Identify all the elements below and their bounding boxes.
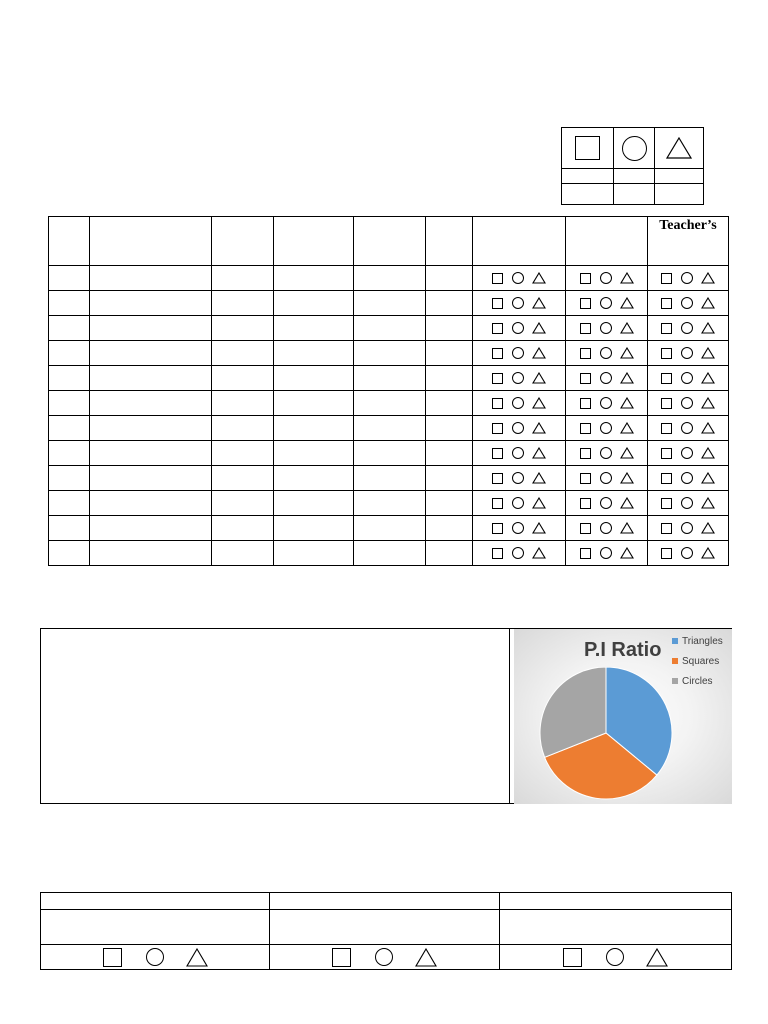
chart-title: P.I Ratio: [584, 639, 662, 661]
shape-choice-cell: [648, 266, 729, 291]
triangle-icon[interactable]: [620, 397, 634, 409]
circle-icon[interactable]: [600, 347, 612, 359]
circle-icon[interactable]: [600, 422, 612, 434]
table-cell[interactable]: [49, 391, 90, 416]
summary-shape-row: [41, 945, 732, 970]
circle-icon[interactable]: [512, 397, 524, 409]
square-icon[interactable]: [661, 498, 672, 509]
shape-choice-cell: [473, 291, 566, 316]
square-icon[interactable]: [492, 448, 503, 459]
square-icon[interactable]: [563, 948, 582, 967]
table-cell[interactable]: [274, 516, 354, 541]
triangle-icon[interactable]: [532, 522, 546, 534]
triangle-icon[interactable]: [646, 948, 668, 967]
table-cell[interactable]: [49, 441, 90, 466]
square-icon[interactable]: [332, 948, 351, 967]
triangle-icon[interactable]: [701, 547, 715, 559]
square-icon[interactable]: [661, 323, 672, 334]
shape-choice-cell: [566, 291, 648, 316]
square-icon[interactable]: [580, 498, 591, 509]
table-cell[interactable]: [426, 316, 473, 341]
circle-icon[interactable]: [681, 497, 693, 509]
table-cell[interactable]: [212, 266, 274, 291]
table-cell[interactable]: [90, 466, 212, 491]
square-icon[interactable]: [580, 423, 591, 434]
circle-icon[interactable]: [512, 472, 524, 484]
shape-choice-cell: [648, 341, 729, 366]
square-icon[interactable]: [580, 273, 591, 284]
circle-icon[interactable]: [600, 497, 612, 509]
legend-count-cell[interactable]: [562, 169, 614, 184]
circle-icon[interactable]: [512, 372, 524, 384]
circle-icon[interactable]: [681, 297, 693, 309]
pie-chart-panel: [514, 629, 732, 804]
triangle-icon[interactable]: [620, 372, 634, 384]
circle-icon[interactable]: [512, 447, 524, 459]
teacher-header-cell: [648, 217, 729, 266]
shape-choice-cell: [566, 541, 648, 566]
table-cell[interactable]: [90, 391, 212, 416]
circle-icon[interactable]: [681, 272, 693, 284]
shape-choice-cell: [648, 466, 729, 491]
table-cell[interactable]: [212, 341, 274, 366]
circle-icon[interactable]: [600, 522, 612, 534]
triangle-icon[interactable]: [701, 372, 715, 384]
triangle-icon[interactable]: [532, 422, 546, 434]
table-row: [49, 466, 729, 491]
table-cell[interactable]: [274, 466, 354, 491]
table-cell[interactable]: [212, 441, 274, 466]
table-cell[interactable]: [212, 291, 274, 316]
header-cell: [212, 217, 274, 266]
square-icon[interactable]: [492, 398, 503, 409]
triangle-icon[interactable]: [620, 497, 634, 509]
shape-choice-cell: [648, 391, 729, 416]
legend-count-cell[interactable]: [562, 184, 614, 205]
triangle-icon[interactable]: [701, 522, 715, 534]
table-cell[interactable]: [90, 291, 212, 316]
summary-entry-cell[interactable]: [41, 910, 270, 945]
square-icon[interactable]: [661, 373, 672, 384]
square-icon[interactable]: [580, 448, 591, 459]
table-cell[interactable]: [90, 316, 212, 341]
triangle-icon[interactable]: [532, 497, 546, 509]
table-cell[interactable]: [354, 516, 426, 541]
table-cell[interactable]: [354, 266, 426, 291]
header-cell: [566, 217, 648, 266]
table-cell[interactable]: [274, 291, 354, 316]
table-cell[interactable]: [426, 391, 473, 416]
table-cell[interactable]: [426, 516, 473, 541]
circle-icon[interactable]: [600, 472, 612, 484]
table-cell[interactable]: [354, 466, 426, 491]
square-icon[interactable]: [661, 523, 672, 534]
table-row: [49, 441, 729, 466]
table-cell[interactable]: [354, 316, 426, 341]
circle-icon[interactable]: [512, 497, 524, 509]
legend-count-cell[interactable]: [655, 169, 704, 184]
triangle-icon[interactable]: [620, 472, 634, 484]
table-cell[interactable]: [49, 491, 90, 516]
legend-label: Squares: [682, 656, 720, 667]
triangle-icon[interactable]: [701, 322, 715, 334]
circle-icon[interactable]: [600, 272, 612, 284]
triangle-icon[interactable]: [186, 948, 208, 967]
table-cell[interactable]: [426, 466, 473, 491]
table-cell[interactable]: [274, 416, 354, 441]
triangle-icon[interactable]: [620, 422, 634, 434]
table-row: [49, 341, 729, 366]
circle-icon[interactable]: [512, 297, 524, 309]
square-icon[interactable]: [580, 523, 591, 534]
circle-icon[interactable]: [512, 522, 524, 534]
legend-label: Triangles: [682, 636, 723, 647]
circle-icon[interactable]: [512, 422, 524, 434]
legend-item-circles: [672, 676, 713, 687]
table-cell[interactable]: [426, 441, 473, 466]
table-row: [49, 416, 729, 441]
table-cell[interactable]: [212, 491, 274, 516]
triangle-icon[interactable]: [701, 422, 715, 434]
legend-count-cell[interactable]: [614, 184, 655, 205]
shape-choice-cell: [566, 316, 648, 341]
square-icon[interactable]: [492, 498, 503, 509]
square-icon[interactable]: [580, 398, 591, 409]
table-cell[interactable]: [49, 366, 90, 391]
table-cell[interactable]: [90, 416, 212, 441]
summary-header-cell[interactable]: [41, 893, 270, 910]
table-cell[interactable]: [426, 291, 473, 316]
circle-icon[interactable]: [681, 422, 693, 434]
square-icon[interactable]: [580, 473, 591, 484]
triangle-icon[interactable]: [620, 297, 634, 309]
square-icon[interactable]: [492, 548, 503, 559]
circle-icon[interactable]: [600, 372, 612, 384]
teacher-header-label: Teacher’s: [659, 218, 717, 233]
square-icon[interactable]: [580, 348, 591, 359]
circle-icon[interactable]: [606, 948, 624, 966]
table-cell[interactable]: [49, 466, 90, 491]
shape-choice-cell: [648, 366, 729, 391]
triangle-icon[interactable]: [532, 547, 546, 559]
table-row: [49, 266, 729, 291]
table-cell[interactable]: [90, 341, 212, 366]
legend-label: Circles: [682, 676, 713, 687]
table-cell[interactable]: [354, 291, 426, 316]
triangle-icon[interactable]: [532, 397, 546, 409]
circle-icon[interactable]: [512, 322, 524, 334]
table-cell[interactable]: [212, 316, 274, 341]
triangle-icon[interactable]: [620, 347, 634, 359]
square-icon: [575, 136, 600, 160]
table-cell[interactable]: [426, 266, 473, 291]
summary-entry-cell[interactable]: [500, 910, 732, 945]
square-icon[interactable]: [492, 423, 503, 434]
shape-choice-cell: [473, 441, 566, 466]
shape-choice-cell: [566, 341, 648, 366]
legend-square-cell: [562, 128, 614, 169]
triangle-icon[interactable]: [701, 297, 715, 309]
shape-choice-cell: [473, 391, 566, 416]
table-cell[interactable]: [354, 416, 426, 441]
triangle-icon[interactable]: [701, 272, 715, 284]
triangle-icon[interactable]: [701, 497, 715, 509]
shape-choice-cell: [473, 366, 566, 391]
circle-icon[interactable]: [600, 447, 612, 459]
shape-choice-cell: [473, 266, 566, 291]
square-icon[interactable]: [103, 948, 122, 967]
header-cell: [274, 217, 354, 266]
table-row: [49, 366, 729, 391]
table-header-row: [49, 217, 729, 266]
shape-choice-cell: [473, 516, 566, 541]
summary-entry-cell[interactable]: [270, 910, 500, 945]
square-icon[interactable]: [492, 323, 503, 334]
circle-icon[interactable]: [512, 347, 524, 359]
summary-table: [40, 892, 732, 970]
summary-header-cell[interactable]: [270, 893, 500, 910]
table-cell[interactable]: [90, 366, 212, 391]
shape-choice-cell: [566, 266, 648, 291]
table-row: [49, 316, 729, 341]
triangle-icon[interactable]: [620, 322, 634, 334]
square-icon[interactable]: [661, 548, 672, 559]
shape-choice-cell: [566, 491, 648, 516]
table-cell[interactable]: [90, 266, 212, 291]
table-cell[interactable]: [274, 341, 354, 366]
table-cell[interactable]: [274, 366, 354, 391]
square-icon[interactable]: [492, 348, 503, 359]
shape-choice-cell: [473, 416, 566, 441]
square-icon[interactable]: [661, 473, 672, 484]
legend-count-cell[interactable]: [614, 169, 655, 184]
table-cell[interactable]: [274, 316, 354, 341]
circle-icon[interactable]: [600, 547, 612, 559]
table-cell[interactable]: [49, 416, 90, 441]
header-cell: [426, 217, 473, 266]
shape-choice-cell: [473, 341, 566, 366]
table-cell[interactable]: [354, 391, 426, 416]
circle-icon[interactable]: [512, 547, 524, 559]
table-cell[interactable]: [49, 541, 90, 566]
summary-shape-cell: [500, 945, 732, 970]
table-cell[interactable]: [49, 266, 90, 291]
table-cell[interactable]: [426, 341, 473, 366]
shape-choice-cell: [648, 291, 729, 316]
table-cell[interactable]: [49, 341, 90, 366]
header-cell: [354, 217, 426, 266]
legend-swatch: [672, 658, 678, 664]
table-row: [49, 291, 729, 316]
circle-icon: [622, 136, 647, 161]
table-row: [49, 391, 729, 416]
table-cell[interactable]: [426, 366, 473, 391]
triangle-icon[interactable]: [532, 297, 546, 309]
circle-icon[interactable]: [600, 297, 612, 309]
header-cell: [49, 217, 90, 266]
legend-circle-cell: [614, 128, 655, 169]
triangle-icon[interactable]: [532, 472, 546, 484]
shape-legend-table: [561, 127, 704, 205]
table-cell[interactable]: [274, 541, 354, 566]
header-cell: [473, 217, 566, 266]
shape-choice-cell: [648, 516, 729, 541]
triangle-icon[interactable]: [532, 447, 546, 459]
table-cell[interactable]: [426, 416, 473, 441]
table-cell[interactable]: [354, 341, 426, 366]
table-row: [49, 491, 729, 516]
square-icon[interactable]: [492, 473, 503, 484]
summary-header-cell[interactable]: [500, 893, 732, 910]
square-icon[interactable]: [580, 373, 591, 384]
triangle-icon[interactable]: [620, 272, 634, 284]
table-cell[interactable]: [212, 516, 274, 541]
circle-icon[interactable]: [681, 372, 693, 384]
triangle-icon[interactable]: [701, 397, 715, 409]
square-icon[interactable]: [661, 448, 672, 459]
table-cell[interactable]: [90, 491, 212, 516]
shape-choice-cell: [648, 491, 729, 516]
shape-choice-cell: [566, 466, 648, 491]
legend-count-cell[interactable]: [655, 184, 704, 205]
triangle-icon[interactable]: [701, 447, 715, 459]
legend-triangle-cell: [655, 128, 704, 169]
pie-chart: [536, 667, 676, 802]
table-row: [49, 516, 729, 541]
shape-choice-cell: [566, 366, 648, 391]
square-icon[interactable]: [492, 373, 503, 384]
table-cell[interactable]: [274, 266, 354, 291]
table-cell[interactable]: [49, 291, 90, 316]
legend-swatch: [672, 638, 678, 644]
shape-choice-cell: [648, 541, 729, 566]
table-cell[interactable]: [212, 391, 274, 416]
circle-icon[interactable]: [681, 472, 693, 484]
table-cell[interactable]: [212, 466, 274, 491]
table-cell[interactable]: [354, 366, 426, 391]
table-cell[interactable]: [354, 541, 426, 566]
table-cell[interactable]: [212, 416, 274, 441]
circle-icon[interactable]: [681, 547, 693, 559]
triangle-icon[interactable]: [532, 372, 546, 384]
square-icon[interactable]: [661, 273, 672, 284]
shape-choice-cell: [566, 391, 648, 416]
table-cell[interactable]: [90, 541, 212, 566]
table-cell[interactable]: [274, 441, 354, 466]
table-cell[interactable]: [354, 441, 426, 466]
square-icon[interactable]: [492, 273, 503, 284]
shape-choice-cell: [566, 441, 648, 466]
circle-icon[interactable]: [681, 347, 693, 359]
table-cell[interactable]: [90, 516, 212, 541]
circle-icon[interactable]: [375, 948, 393, 966]
triangle-icon[interactable]: [701, 347, 715, 359]
shape-choice-cell: [473, 491, 566, 516]
circle-icon[interactable]: [681, 447, 693, 459]
table-cell[interactable]: [212, 541, 274, 566]
summary-shape-cell: [41, 945, 270, 970]
triangle-icon[interactable]: [620, 447, 634, 459]
shape-choice-cell: [473, 541, 566, 566]
table-cell[interactable]: [426, 541, 473, 566]
shape-choice-cell: [473, 316, 566, 341]
legend-item-triangles: [672, 636, 723, 647]
square-icon[interactable]: [661, 298, 672, 309]
table-cell[interactable]: [354, 491, 426, 516]
table-cell[interactable]: [49, 516, 90, 541]
notes-area[interactable]: [41, 629, 510, 803]
table-cell[interactable]: [274, 491, 354, 516]
triangle-icon: [666, 137, 692, 159]
square-icon[interactable]: [580, 548, 591, 559]
table-cell[interactable]: [426, 491, 473, 516]
shape-choice-cell: [566, 516, 648, 541]
triangle-icon[interactable]: [620, 547, 634, 559]
legend-item-squares: [672, 656, 719, 667]
assessment-table: [48, 216, 729, 566]
triangle-icon[interactable]: [620, 522, 634, 534]
circle-icon[interactable]: [512, 272, 524, 284]
circle-icon[interactable]: [146, 948, 164, 966]
circle-icon[interactable]: [681, 522, 693, 534]
header-cell: [90, 217, 212, 266]
square-icon[interactable]: [661, 398, 672, 409]
shape-choice-cell: [648, 316, 729, 341]
table-cell[interactable]: [49, 316, 90, 341]
triangle-icon[interactable]: [701, 472, 715, 484]
table-cell[interactable]: [212, 366, 274, 391]
table-cell[interactable]: [274, 391, 354, 416]
notes-and-chart-box: [40, 628, 732, 804]
triangle-icon[interactable]: [532, 272, 546, 284]
square-icon[interactable]: [580, 298, 591, 309]
shape-choice-cell: [648, 441, 729, 466]
square-icon[interactable]: [492, 523, 503, 534]
circle-icon[interactable]: [600, 397, 612, 409]
shape-choice-cell: [648, 416, 729, 441]
table-row: [49, 541, 729, 566]
square-icon[interactable]: [661, 348, 672, 359]
square-icon[interactable]: [580, 323, 591, 334]
circle-icon[interactable]: [600, 322, 612, 334]
triangle-icon[interactable]: [532, 322, 546, 334]
square-icon[interactable]: [492, 298, 503, 309]
shape-choice-cell: [566, 416, 648, 441]
square-icon[interactable]: [661, 423, 672, 434]
circle-icon[interactable]: [681, 397, 693, 409]
shape-choice-cell: [473, 466, 566, 491]
table-cell[interactable]: [90, 441, 212, 466]
triangle-icon[interactable]: [415, 948, 437, 967]
triangle-icon[interactable]: [532, 347, 546, 359]
summary-shape-cell: [270, 945, 500, 970]
circle-icon[interactable]: [681, 322, 693, 334]
